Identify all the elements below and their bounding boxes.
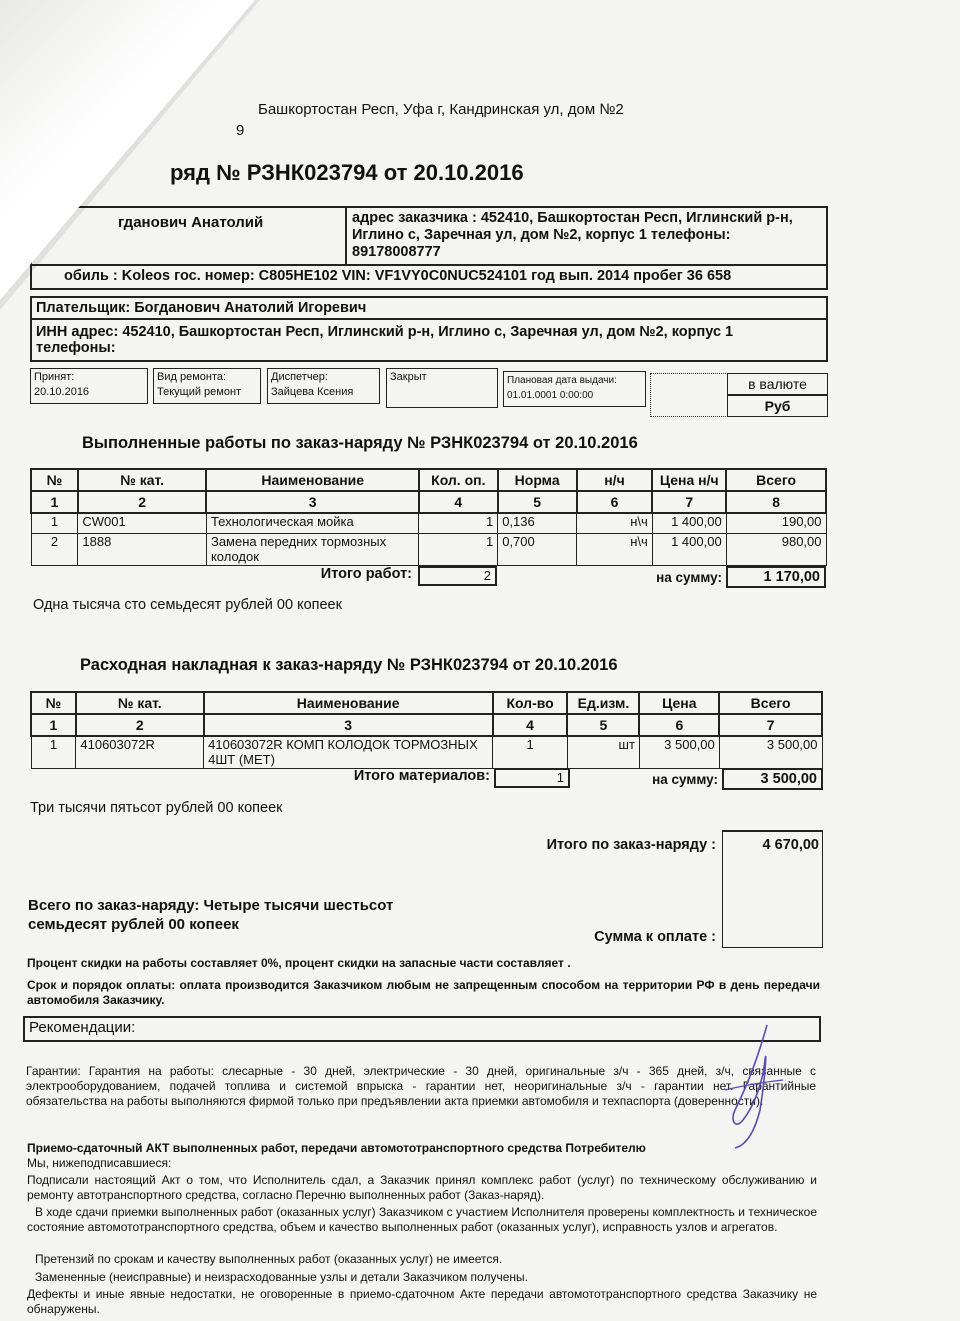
materials-sum-label: на сумму:	[652, 772, 718, 787]
planned-date-label: Плановая дата выдачи:	[507, 375, 617, 386]
works-num-3: 3	[206, 491, 418, 513]
materials-row-total: 3 500,00	[719, 736, 822, 768]
payer-name: Плательщик: Богданович Анатолий Игоревич	[36, 300, 367, 316]
materials-col-cat: № кат.	[76, 692, 204, 714]
materials-number-row	[31, 714, 822, 736]
materials-col-price: Цена	[639, 692, 719, 714]
works-number-row	[31, 491, 826, 513]
works-row-name: Технологическая мойка	[206, 513, 418, 533]
works-sum-value: 1 170,00	[726, 566, 826, 588]
works-row-n: 2	[31, 533, 78, 565]
accepted-box	[30, 368, 148, 404]
planned-date-value: 01.01.0001 0:00:00	[507, 390, 594, 401]
recommendations-box	[23, 1016, 821, 1042]
act-intro: Мы, нижеподписавшиеся:	[27, 1156, 172, 1170]
materials-header-row	[31, 692, 822, 714]
payer-phones: телефоны:	[36, 340, 116, 356]
page-title: ряд № РЗНК023794 от 20.10.2016	[170, 160, 524, 185]
service-address-suffix: 9	[236, 122, 245, 139]
works-num-8: 8	[726, 491, 826, 513]
accepted-label: Принят:	[34, 371, 75, 383]
works-col-unit: н/ч	[577, 469, 653, 491]
materials-num-7: 7	[719, 714, 822, 736]
materials-col-name: Наименование	[204, 692, 493, 714]
works-row-cat: CW001	[78, 513, 207, 533]
order-total-value: 4 670,00	[762, 837, 819, 853]
materials-num-2: 2	[76, 714, 204, 736]
client-address: адрес заказчика : 452410, Башкортостан Респ, Иглинский р-н, Иглино с, Заречная ул, дом №2, корпус 1 телефоны: 89178008777	[352, 210, 793, 260]
works-row-norm: 0,136	[498, 513, 577, 533]
materials-col-unit: Ед.изм.	[567, 692, 639, 714]
works-row-n: 1	[31, 513, 78, 533]
act-paragraph-5: Дефекты и иные явные недостатки, не оговоренные в приемо-сдаточном Акте передачи автомототранспортного средства Заказчику не обнаружены.	[27, 1287, 817, 1316]
works-row-qty: 1	[419, 533, 498, 565]
materials-sum-words: Три тысячи пятьсот рублей 00 копеек	[30, 800, 283, 816]
works-title: Выполненные работы по заказ-наряду № РЗНК023794 от 20.10.2016	[82, 434, 638, 452]
materials-sum-value: 3 500,00	[722, 768, 823, 790]
works-col-cat: № кат.	[78, 469, 207, 491]
client-divider	[345, 206, 347, 266]
works-row-qty: 1	[419, 513, 498, 533]
materials-table	[30, 691, 823, 769]
repair-type-label: Вид ремонта:	[157, 371, 227, 383]
works-row-price: 1 400,00	[652, 513, 726, 533]
order-total-label: Итого по заказ-наряду :	[546, 837, 716, 853]
table-row	[31, 736, 822, 768]
works-header-row	[31, 469, 826, 491]
closed-box	[386, 368, 498, 408]
works-total-count: 2	[418, 566, 497, 586]
works-row-cat: 1888	[78, 533, 207, 565]
works-num-5: 5	[498, 491, 577, 513]
recommendations-label: Рекомендации:	[29, 1019, 136, 1036]
table-row	[31, 513, 826, 533]
signature	[705, 1020, 785, 1150]
works-col-qty: Кол. оп.	[419, 469, 498, 491]
materials-num-4: 4	[493, 714, 568, 736]
works-num-4: 4	[419, 491, 498, 513]
works-row-price: 1 400,00	[652, 533, 726, 565]
works-num-7: 7	[652, 491, 726, 513]
works-sum-words: Одна тысяча сто семьдесят рублей 00 копеек	[33, 597, 342, 613]
to-pay-label: Сумма к оплате :	[594, 929, 716, 945]
repair-type-value: Текущий ремонт	[157, 386, 242, 398]
works-row-total: 980,00	[726, 533, 826, 565]
order-total-words: Всего по заказ-наряду: Четыре тысячи шестьсот семьдесят рублей 00 копеек	[28, 897, 394, 933]
materials-row-price: 3 500,00	[639, 736, 719, 768]
act-paragraph-2: В ходе сдачи приемки выполненных работ (оказанных услуг) Заказчиком с участием Исполнителя проверены комплектность и техническое состояние автомототранспортного средства, объем и качество выполненных работ (оказанных услуг), исправность узлов и агрегатов.	[27, 1205, 817, 1234]
materials-title: Расходная накладная к заказ-наряду № РЗНК023794 от 20.10.2016	[80, 656, 618, 674]
works-table	[30, 468, 827, 566]
works-sum-label: на сумму:	[656, 570, 722, 585]
accepted-value: 20.10.2016	[34, 386, 90, 398]
payer-address: ИНН адрес: 452410, Башкортостан Респ, Иглинский р-н, Иглино с, Заречная ул, дом №2, корпус 1	[36, 324, 734, 340]
works-col-total: Всего	[726, 469, 826, 491]
works-row-name: Замена передних тормозных колодок	[206, 533, 418, 565]
materials-total-count: 1	[494, 768, 570, 788]
act-paragraph-1: Подписали настоящий Акт о том, что Исполнитель сдал, а Заказчик принял комплекс работ (услуг) по техническому обслуживанию и ремонту автотранспортного средства, согласно Перечню выполненных работ (Заказ-наряд).	[27, 1173, 817, 1202]
works-row-norm: 0,700	[498, 533, 577, 565]
works-total-label: Итого работ:	[320, 566, 412, 582]
works-num-6: 6	[577, 491, 653, 513]
materials-row-unit: шт	[567, 736, 639, 768]
payer-divider	[30, 318, 828, 320]
materials-col-qty: Кол-во	[493, 692, 568, 714]
works-col-name: Наименование	[206, 469, 418, 491]
table-row	[31, 533, 826, 565]
currency-value: Руб	[727, 395, 828, 417]
dispatcher-value: Зайцева Ксения	[271, 386, 354, 398]
materials-row-n: 1	[31, 736, 76, 768]
materials-col-n: №	[31, 692, 76, 714]
materials-num-1: 1	[31, 714, 76, 736]
works-col-price: Цена н/ч	[652, 469, 726, 491]
works-row-unit: н\ч	[577, 513, 653, 533]
payment-terms: Срок и порядок оплаты: оплата производится Заказчиком любым не запрещенным способом на территории РФ в день передачи автомобиля Заказчику.	[27, 978, 820, 1007]
materials-row-cat: 410603072R	[76, 736, 204, 768]
materials-row-qty: 1	[493, 736, 568, 768]
planned-date-box	[503, 371, 646, 407]
repair-type-box	[153, 368, 261, 404]
works-row-unit: н\ч	[577, 533, 653, 565]
currency-label: в валюте	[727, 373, 828, 395]
works-num-2: 2	[78, 491, 207, 513]
works-col-norm: Норма	[498, 469, 577, 491]
materials-num-3: 3	[204, 714, 493, 736]
materials-total-label: Итого материалов:	[353, 768, 490, 784]
warranty-text: Гарантии: Гарантия на работы: слесарные - 30 дней, электрические - 30 дней, оригинальные з/ч - 365 дней, з/ч, связанные с электрооборудованием, подачей топлива и системой впрыска - гарантии нет, неоригинальные з/ч - гарантии нет. Гарантийные обязательства на работы выполняются фирмой только при предъявлении акта приемки автомобиля и техпаспорта (доверенности).	[26, 1064, 816, 1108]
car-info: обиль : Koleos гос. номер: С805НЕ102 VIN: VF1VY0C0NUC524101 год вып. 2014 пробег 36 658	[64, 268, 732, 284]
act-paragraph-4: Замененные (неисправные) и неизрасходованные узлы и детали Заказчиком получены.	[35, 1270, 528, 1284]
materials-num-6: 6	[639, 714, 719, 736]
materials-row-name: 410603072R КОМП КОЛОДОК ТОРМОЗНЫХ 4ШТ (МЕТ)	[204, 736, 493, 768]
materials-col-total: Всего	[719, 692, 822, 714]
dispatcher-box	[267, 368, 380, 404]
works-col-n: №	[31, 469, 78, 491]
works-row-total: 190,00	[726, 513, 826, 533]
act-paragraph-3: Претензий по срокам и качеству выполненных работ (оказанных услуг) не имеется.	[35, 1252, 503, 1266]
act-title: Приемо-сдаточный АКТ выполненных работ, передачи автомототранспортного средства Потребителю	[27, 1141, 646, 1155]
service-address: Башкортостан Респ, Уфа г, Кандринская ул, дом №2	[258, 101, 624, 118]
closed-label: Закрыт	[390, 371, 427, 383]
works-num-1: 1	[31, 491, 78, 513]
discount-terms: Процент скидки на работы составляет 0%, процент скидки на запасные части составляет .	[27, 956, 571, 970]
materials-num-5: 5	[567, 714, 639, 736]
client-name: гданович Анатолий	[118, 214, 264, 231]
dispatcher-label: Диспетчер:	[271, 371, 328, 383]
